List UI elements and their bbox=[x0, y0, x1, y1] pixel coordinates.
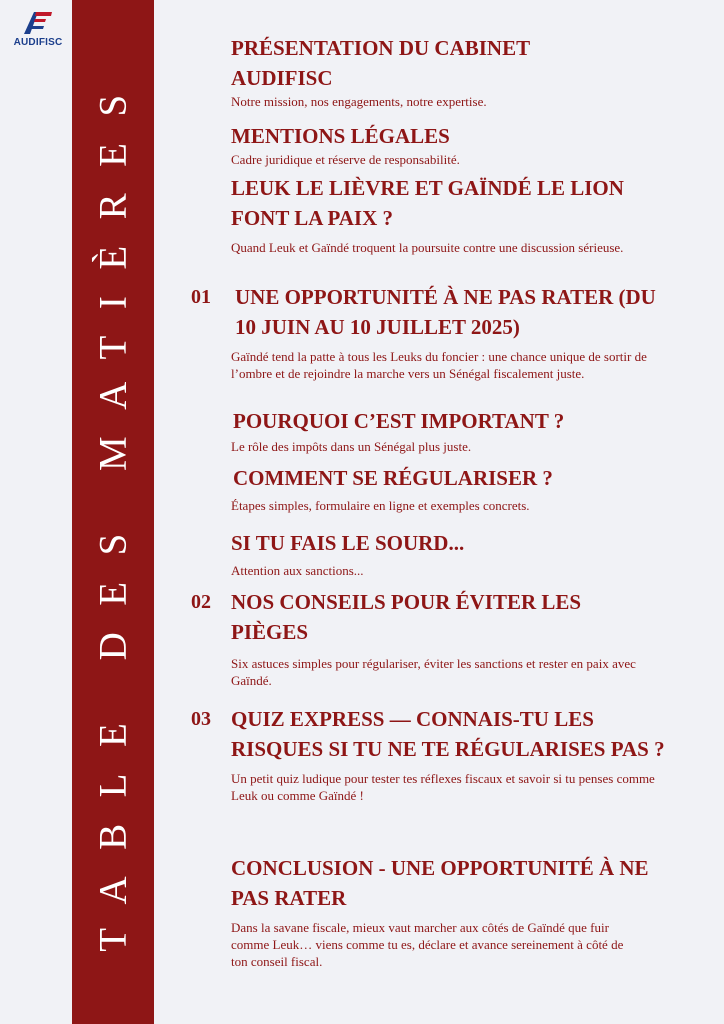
toc-entry[interactable] bbox=[231, 121, 671, 168]
toc-entry[interactable] bbox=[233, 406, 673, 455]
toc-entry-desc: Attention aux sanctions... bbox=[231, 563, 364, 578]
toc-entry-desc: Dans la savane fiscale, mieux vaut marcher aux côtés de Gaïndé que fuir comme Leuk… viens comme tu es, déclare et avance sereinement à côté de ton conseil fiscal. bbox=[231, 920, 624, 969]
toc-entry-number: 03 bbox=[191, 708, 211, 730]
logo-icon bbox=[22, 10, 54, 36]
toc-entry-desc: Le rôle des impôts dans un Sénégal plus juste. bbox=[231, 439, 472, 454]
toc-entry-title: QUIZ EXPRESS — CONNAIS-TU LES RISQUES SI TU NE TE RÉGULARISES PAS ? bbox=[231, 707, 665, 761]
toc-entry-title: PRÉSENTATION DU CABINET AUDIFISC bbox=[231, 36, 530, 90]
toc-entry-title: NOS CONSEILS POUR ÉVITER LES PIÈGES bbox=[231, 590, 582, 644]
toc-entry-number: 02 bbox=[191, 591, 211, 613]
toc-entry[interactable] bbox=[231, 282, 675, 382]
toc-entry-title: SI TU FAIS LE SOURD... bbox=[231, 531, 465, 555]
toc-entry-desc: Étapes simples, formulaire en ligne et exemples concrets. bbox=[231, 498, 530, 513]
toc-entry[interactable] bbox=[231, 704, 671, 804]
toc-entry-desc: Six astuces simples pour régulariser, éviter les sanctions et rester en paix avec Gaïndé. bbox=[231, 656, 636, 688]
toc-entry-title: COMMENT SE RÉGULARISER ? bbox=[233, 466, 553, 490]
toc-entry-title: CONCLUSION - UNE OPPORTUNITÉ À NE PAS RATER bbox=[231, 856, 649, 910]
toc-entry-desc: Quand Leuk et Gaïndé troquent la poursuite contre une discussion sérieuse. bbox=[231, 240, 624, 255]
toc-entry[interactable] bbox=[231, 173, 671, 256]
logo-text: AUDIFISC bbox=[13, 37, 63, 48]
toc-entry[interactable] bbox=[231, 528, 671, 579]
side-title: TABLE DES MATIÈRES bbox=[91, 68, 135, 952]
toc-entry[interactable] bbox=[233, 463, 673, 514]
toc-entry-title: POURQUOI C’EST IMPORTANT ? bbox=[233, 409, 565, 433]
toc-entry-title: MENTIONS LÉGALES bbox=[231, 124, 450, 148]
toc-entry[interactable] bbox=[231, 33, 671, 110]
toc-entry[interactable] bbox=[231, 853, 671, 970]
toc-entry[interactable] bbox=[231, 587, 671, 689]
toc-entry-desc: Cadre juridique et réserve de responsabilité. bbox=[231, 152, 460, 167]
toc-entry-desc: Gaïndé tend la patte à tous les Leuks du foncier : une chance unique de sortir de l’ombre et de rejoindre la marche vers un Sénégal fiscalement juste. bbox=[231, 349, 647, 381]
toc-entry-title: UNE OPPORTUNITÉ À NE PAS RATER (DU 10 JUIN AU 10 JUILLET 2025) bbox=[235, 285, 656, 339]
toc-entry-desc: Un petit quiz ludique pour tester tes réflexes fiscaux et savoir si tu penses comme Leuk ou comme Gaïndé ! bbox=[231, 771, 655, 803]
toc-entry-desc: Notre mission, nos engagements, notre expertise. bbox=[231, 94, 487, 109]
toc-entry-title: LEUK LE LIÈVRE ET GAÏNDÉ LE LION FONT LA PAIX ? bbox=[231, 176, 624, 230]
audifisc-logo bbox=[8, 10, 68, 50]
toc-entry-number: 01 bbox=[191, 286, 211, 308]
